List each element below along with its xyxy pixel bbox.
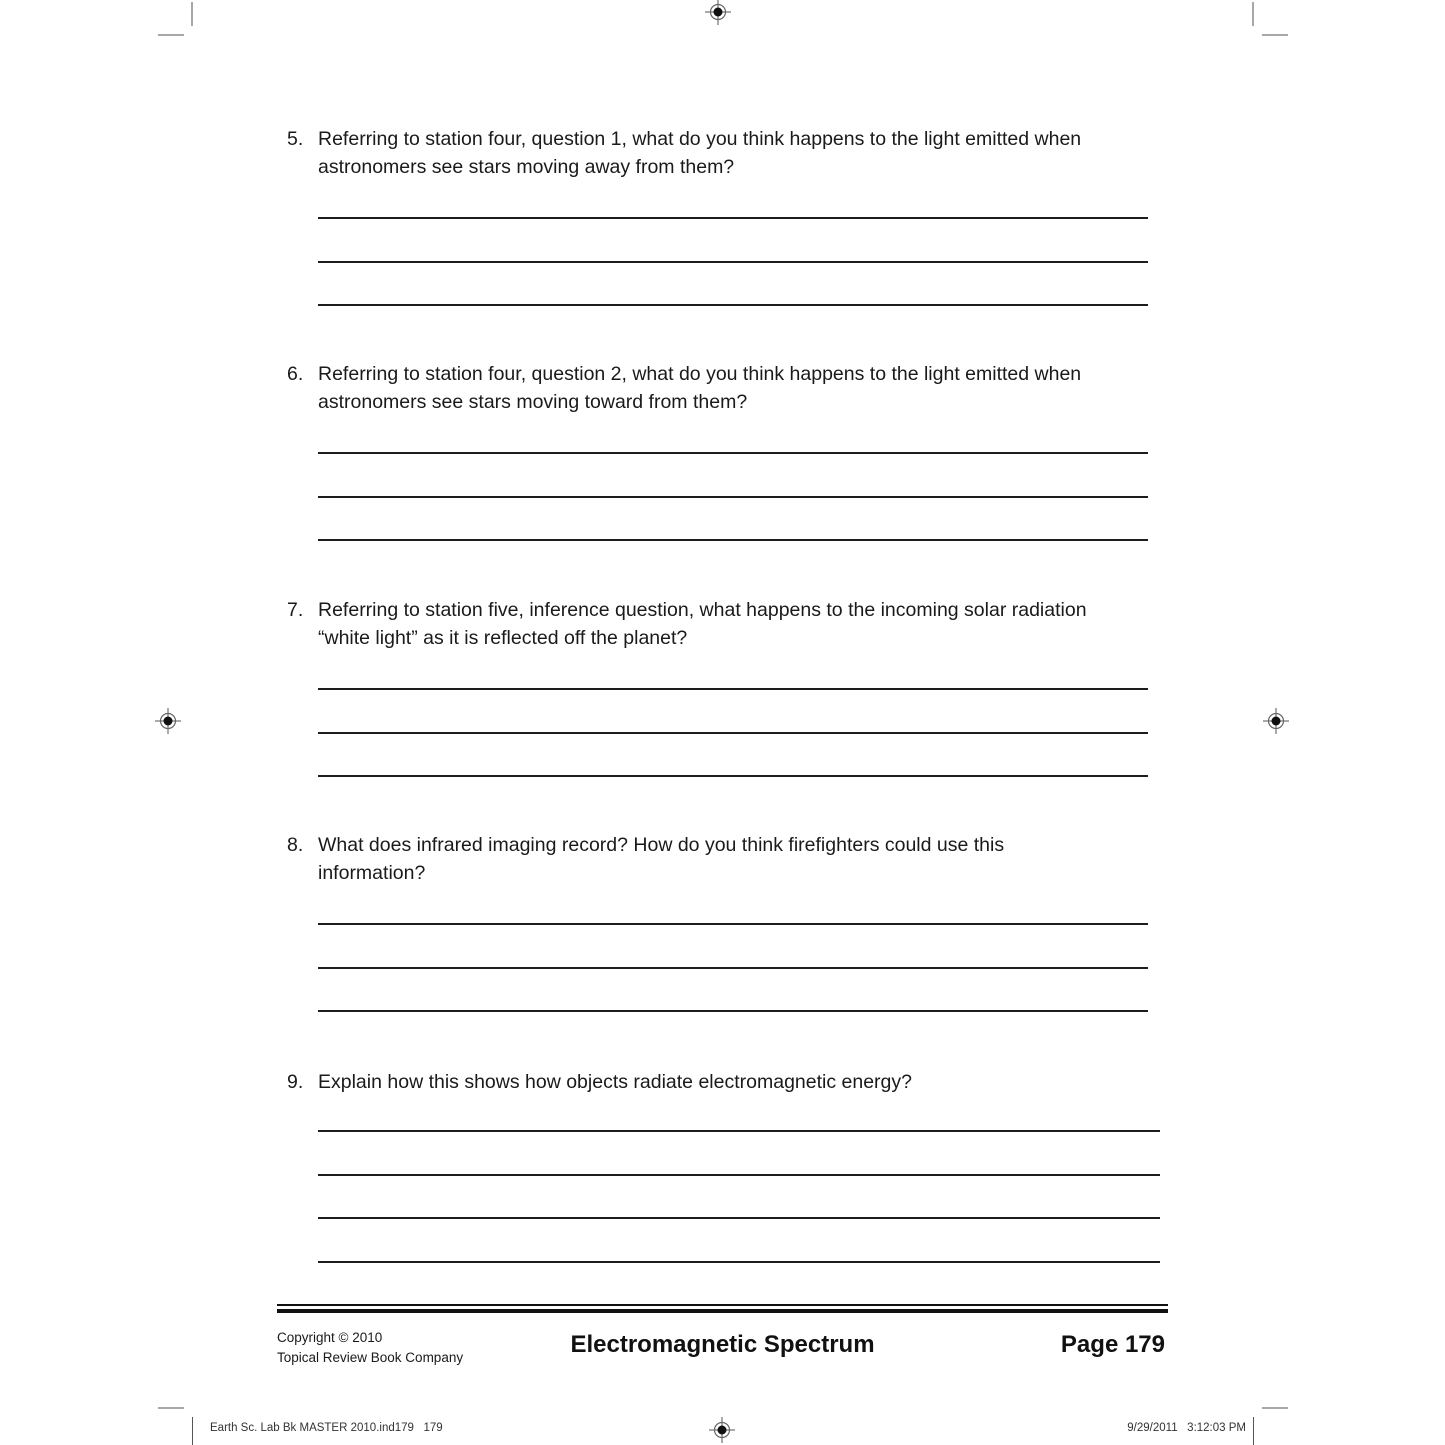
answer-blank-line xyxy=(318,304,1148,306)
answer-blank-line xyxy=(318,452,1148,454)
question-text-line: information? xyxy=(318,862,426,884)
crop-mark xyxy=(1262,1407,1288,1409)
crop-mark xyxy=(1252,2,1254,26)
answer-blank-line xyxy=(318,967,1148,969)
question-number: 6. xyxy=(287,363,304,385)
crop-mark xyxy=(158,34,184,36)
crop-mark xyxy=(158,1407,184,1409)
slug-divider-line xyxy=(1253,1417,1254,1445)
question-text-line: Explain how this shows how objects radiate electromagnetic energy? xyxy=(318,1071,912,1093)
question-text-line: Referring to station five, inference question, what happens to the incoming solar radiation xyxy=(318,599,1087,621)
question-6 xyxy=(287,360,1167,416)
question-number: 9. xyxy=(287,1071,304,1093)
question-text-line: Referring to station four, question 2, what do you think happens to the light emitted when xyxy=(318,363,1082,385)
answer-blank-line xyxy=(318,923,1148,925)
question-text xyxy=(318,360,1158,416)
answer-blank-line xyxy=(318,1261,1160,1263)
registration-mark-icon xyxy=(155,708,181,734)
crop-mark xyxy=(1262,34,1288,36)
question-text-line: astronomers see stars moving toward from them? xyxy=(318,391,748,413)
answer-blank-line xyxy=(318,217,1148,219)
answer-blank-line xyxy=(318,732,1148,734)
answer-area xyxy=(318,1130,1160,1304)
page-number: Page 179 xyxy=(1060,1331,1165,1358)
answer-blank-line xyxy=(318,775,1148,777)
copyright-line: Topical Review Book Company xyxy=(277,1350,464,1365)
question-5 xyxy=(287,125,1167,181)
answer-blank-line xyxy=(318,1174,1160,1176)
question-text xyxy=(318,831,1158,887)
question-text-line: “white light” as it is reflected off the planet? xyxy=(318,627,688,649)
slug-timestamp: 9/29/2011 3:12:03 PM xyxy=(1127,1422,1246,1434)
slug-file-info: Earth Sc. Lab Bk MASTER 2010.ind179 179 xyxy=(210,1422,443,1434)
answer-blank-line xyxy=(318,496,1148,498)
answer-blank-line xyxy=(318,688,1148,690)
footer-rule-thick xyxy=(277,1309,1168,1313)
answer-area xyxy=(318,688,1148,819)
question-text xyxy=(318,1068,1158,1096)
copyright-line: Copyright © 2010 xyxy=(277,1330,383,1345)
slug-divider-line xyxy=(192,1417,193,1445)
answer-area xyxy=(318,452,1148,583)
crop-mark xyxy=(191,2,193,26)
question-number: 5. xyxy=(287,128,304,150)
answer-area xyxy=(318,217,1148,348)
question-9 xyxy=(287,1068,1167,1096)
answer-blank-line xyxy=(318,261,1148,263)
question-text xyxy=(318,125,1158,181)
question-text-line: astronomers see stars moving away from them? xyxy=(318,156,735,178)
question-7 xyxy=(287,596,1167,652)
question-number: 7. xyxy=(287,599,304,621)
footer-rule-thin xyxy=(277,1304,1168,1306)
answer-blank-line xyxy=(318,1010,1148,1012)
registration-mark-icon xyxy=(709,1417,735,1443)
answer-blank-line xyxy=(318,539,1148,541)
question-number: 8. xyxy=(287,834,304,856)
footer-section-title: Electromagnetic Spectrum xyxy=(570,1331,875,1358)
registration-mark-icon xyxy=(705,0,731,25)
question-text xyxy=(318,596,1158,652)
answer-blank-line xyxy=(318,1217,1160,1219)
question-text-line: Referring to station four, question 1, what do you think happens to the light emitted when xyxy=(318,128,1082,150)
question-text-line: What does infrared imaging record? How do you think firefighters could use this xyxy=(318,834,1005,856)
answer-area xyxy=(318,923,1148,1054)
question-8 xyxy=(287,831,1167,887)
registration-mark-icon xyxy=(1263,708,1289,734)
answer-blank-line xyxy=(318,1130,1160,1132)
